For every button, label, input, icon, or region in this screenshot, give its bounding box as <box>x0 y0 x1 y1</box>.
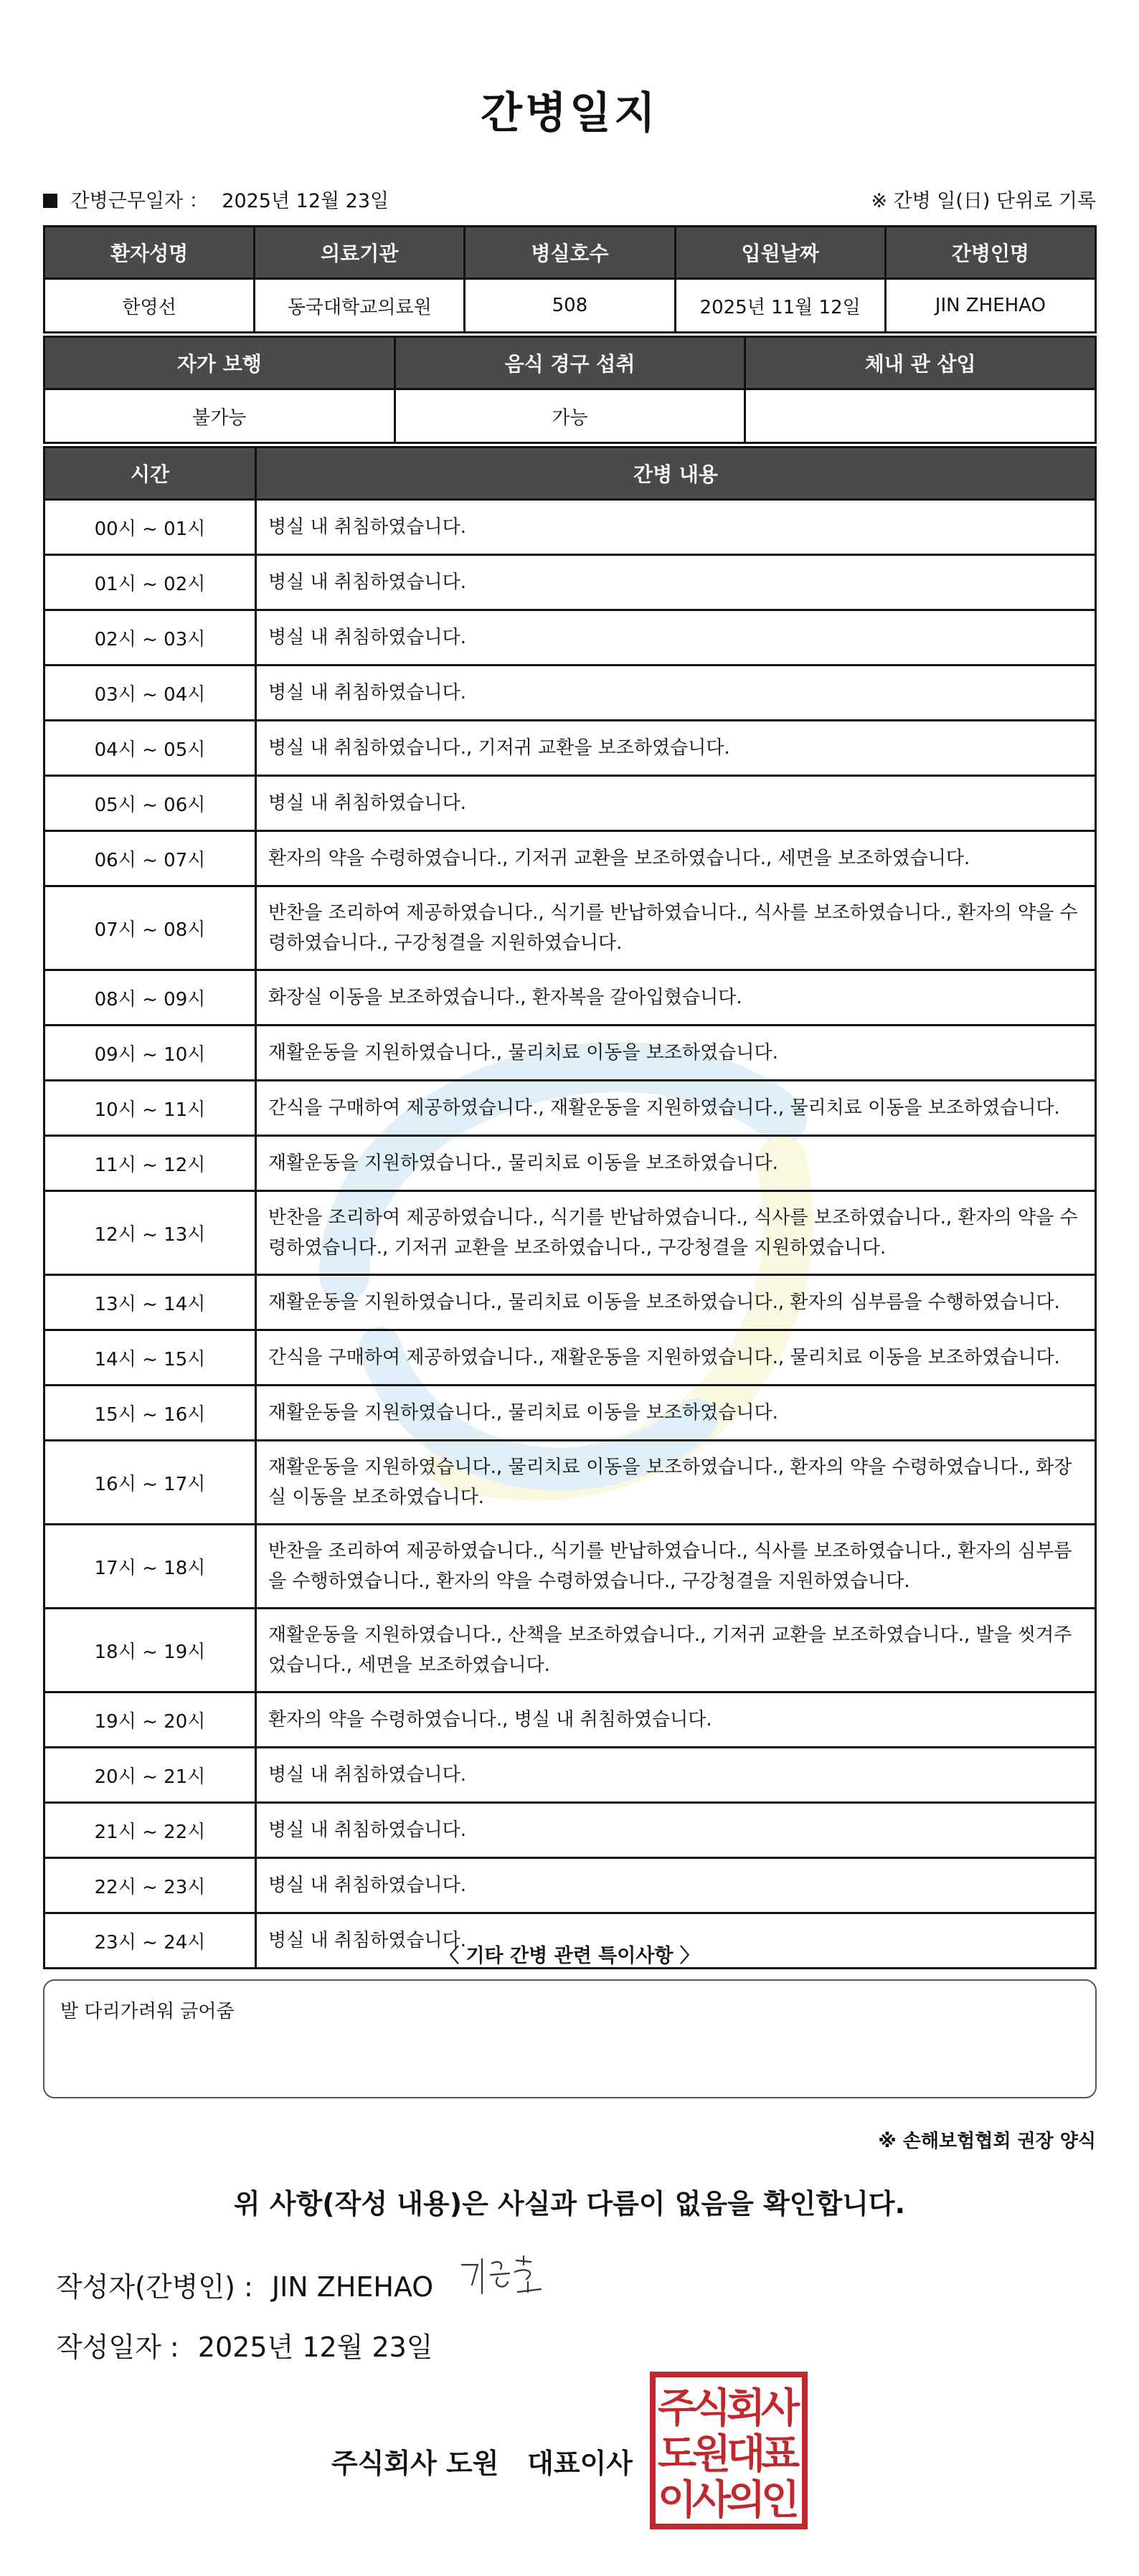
care-log-row <box>44 1525 1096 1609</box>
care-time-cell: 06시 ~ 07시 <box>44 831 256 886</box>
confirmation-statement: 위 사항(작성 내용)은 사실과 다름이 없음을 확인합니다. <box>233 2188 906 2220</box>
company-name: 주식회사 도원 대표이사 <box>331 2448 633 2479</box>
care-log-row <box>44 666 1096 721</box>
care-time-cell: 18시 ~ 19시 <box>44 1609 256 1692</box>
author-label: 작성자(간병인) : <box>56 2271 253 2303</box>
care-content-cell: 병실 내 취침하였습니다. <box>256 1748 1096 1803</box>
care-time-cell: 10시 ~ 11시 <box>44 1081 256 1136</box>
svg-text:도: 도 <box>657 2431 697 2478</box>
care-content-cell: 병실 내 취침하였습니다. <box>256 500 1096 555</box>
svg-text:대: 대 <box>726 2431 766 2478</box>
info-header: 입원날짜 <box>675 227 885 279</box>
form-footnote: ※ 손해보험협회 권장 양식 <box>878 2131 1096 2152</box>
care-time-cell: 16시 ~ 17시 <box>44 1441 256 1525</box>
care-content-cell: 병실 내 취침하였습니다. <box>256 1803 1096 1858</box>
care-time-cell: 11시 ~ 12시 <box>44 1136 256 1191</box>
author-line <box>56 2265 433 2304</box>
care-time-cell: 21시 ~ 22시 <box>44 1803 256 1858</box>
care-time-cell: 03시 ~ 04시 <box>44 666 256 721</box>
care-log-table <box>43 446 1097 1969</box>
oral-intake-value: 가능 <box>394 389 745 443</box>
care-time-cell: 20시 ~ 21시 <box>44 1748 256 1803</box>
care-log-row <box>44 555 1096 610</box>
svg-text:인: 인 <box>760 2477 800 2524</box>
care-content-cell: 병실 내 취침하였습니다. <box>256 666 1096 721</box>
care-time-cell: 08시 ~ 09시 <box>44 970 256 1026</box>
patient-status-table <box>43 336 1097 444</box>
care-content-cell: 재활운동을 지원하였습니다., 물리치료 이동을 보조하였습니다. <box>256 1386 1096 1441</box>
care-content-cell: 환자의 약을 수령하였습니다., 병실 내 취침하였습니다. <box>256 1692 1096 1748</box>
care-content-cell: 반찬을 조리하여 제공하였습니다., 식기를 반납하였습니다., 식사를 보조하였습니다., 환자의 약을 수령하였습니다., 구강청결을 지원하였습니다. <box>256 886 1096 970</box>
work-date-label: 간병근무일자 ： <box>70 190 209 212</box>
care-content-cell: 재활운동을 지원하였습니다., 물리치료 이동을 보조하였습니다., 환자의 심부름을 수행하였습니다. <box>256 1275 1096 1330</box>
svg-text:식: 식 <box>691 2385 732 2432</box>
care-time-cell: 14시 ~ 15시 <box>44 1330 256 1386</box>
unit-note: ※ 간병 일(日) 단위로 기록 <box>871 190 1096 212</box>
author-name: JIN ZHEHAO <box>271 2271 434 2303</box>
care-time-cell: 05시 ~ 06시 <box>44 776 256 831</box>
care-time-cell: 01시 ~ 02시 <box>44 555 256 610</box>
care-content-cell: 병실 내 취침하였습니다., 기저귀 교환을 보조하였습니다. <box>256 721 1096 776</box>
status-header: 체내 관 삽입 <box>745 337 1096 389</box>
notes-box <box>43 1979 1097 2098</box>
patient-name: 한영선 <box>44 279 255 333</box>
care-content-cell: 병실 내 취침하였습니다. <box>256 776 1096 831</box>
care-log-row <box>44 1026 1096 1081</box>
info-header: 의료기관 <box>255 227 465 279</box>
care-time-cell: 22시 ~ 23시 <box>44 1858 256 1913</box>
write-date-line <box>56 2325 433 2364</box>
care-log-row <box>44 1858 1096 1913</box>
svg-text:사: 사 <box>691 2477 732 2524</box>
care-content-cell: 간식을 구매하여 제공하였습니다., 재활운동을 지원하였습니다., 물리치료 이동을 보조하였습니다. <box>256 1081 1096 1136</box>
care-time-cell: 15시 ~ 16시 <box>44 1386 256 1441</box>
care-time-cell: 04시 ~ 05시 <box>44 721 256 776</box>
care-content-cell: 화장실 이동을 보조하였습니다., 환자복을 갈아입혔습니다. <box>256 970 1096 1026</box>
care-content-cell: 병실 내 취침하였습니다. <box>256 1913 1096 1969</box>
svg-text:사: 사 <box>760 2385 800 2432</box>
care-log-row <box>44 1330 1096 1386</box>
square-bullet-icon <box>43 194 57 208</box>
care-time-cell: 23시 ~ 24시 <box>44 1913 256 1969</box>
care-content-cell: 병실 내 취침하였습니다. <box>256 610 1096 666</box>
content-header: 간병 내용 <box>256 448 1096 500</box>
care-content-cell: 재활운동을 지원하였습니다., 물리치료 이동을 보조하였습니다. <box>256 1026 1096 1081</box>
patient-info-table <box>43 225 1097 333</box>
svg-text:의: 의 <box>726 2477 766 2524</box>
company-seal-stamp <box>648 2370 809 2531</box>
info-header: 간병인명 <box>885 227 1095 279</box>
care-log-row <box>44 1081 1096 1136</box>
care-log-row <box>44 1609 1096 1692</box>
care-time-cell: 19시 ~ 20시 <box>44 1692 256 1748</box>
care-log-row <box>44 776 1096 831</box>
svg-text:주: 주 <box>657 2385 697 2432</box>
care-content-cell: 환자의 약을 수령하였습니다., 기저귀 교환을 보조하였습니다., 세면을 보조하였습니다. <box>256 831 1096 886</box>
care-time-cell: 09시 ~ 10시 <box>44 1026 256 1081</box>
care-content-cell: 재활운동을 지원하였습니다., 물리치료 이동을 보조하였습니다., 환자의 약을 수령하였습니다., 화장실 이동을 보조하였습니다. <box>256 1441 1096 1525</box>
care-log-row <box>44 610 1096 666</box>
status-header: 음식 경구 섭취 <box>394 337 745 389</box>
care-time-cell: 00시 ~ 01시 <box>44 500 256 555</box>
care-log-row <box>44 1803 1096 1858</box>
info-header: 환자성명 <box>44 227 255 279</box>
svg-text:회: 회 <box>726 2385 766 2432</box>
care-time-cell: 17시 ~ 18시 <box>44 1525 256 1609</box>
care-log-row <box>44 1748 1096 1803</box>
svg-text:이: 이 <box>657 2477 697 2524</box>
care-log-row <box>44 831 1096 886</box>
write-date-value: 2025년 12월 23일 <box>197 2331 433 2363</box>
care-time-cell: 07시 ~ 08시 <box>44 886 256 970</box>
page-title: 간병일지 <box>481 88 658 138</box>
admission-date: 2025년 11월 12일 <box>675 279 885 333</box>
work-date-value: 2025년 12월 23일 <box>222 190 389 212</box>
tube-insertion-value <box>745 389 1096 443</box>
care-log-row <box>44 970 1096 1026</box>
care-time-cell: 13시 ~ 14시 <box>44 1275 256 1330</box>
care-log-row <box>44 1136 1096 1191</box>
medical-institution: 동국대학교의료원 <box>255 279 465 333</box>
work-date-line <box>43 185 389 213</box>
care-content-cell: 병실 내 취침하였습니다. <box>256 1858 1096 1913</box>
care-time-cell: 02시 ~ 03시 <box>44 610 256 666</box>
room-number: 508 <box>465 279 675 333</box>
care-time-cell: 12시 ~ 13시 <box>44 1191 256 1275</box>
status-header: 자가 보행 <box>44 337 395 389</box>
care-content-cell: 간식을 구매하여 제공하였습니다., 재활운동을 지원하였습니다., 물리치료 이동을 보조하였습니다. <box>256 1330 1096 1386</box>
svg-text:표: 표 <box>760 2431 800 2478</box>
care-content-cell: 재활운동을 지원하였습니다., 물리치료 이동을 보조하였습니다. <box>256 1136 1096 1191</box>
care-content-cell: 병실 내 취침하였습니다. <box>256 555 1096 610</box>
care-log-row <box>44 1191 1096 1275</box>
care-log-row <box>44 721 1096 776</box>
notes-title: 〈 기타 간병 관련 특이사항 〉 <box>440 1945 699 1967</box>
care-content-cell: 반찬을 조리하여 제공하였습니다., 식기를 반납하였습니다., 식사를 보조하였습니다., 환자의 약을 수령하였습니다., 기저귀 교환을 보조하였습니다., 구강청결을 지원하였습니다. <box>256 1191 1096 1275</box>
care-content-cell: 재활운동을 지원하였습니다., 산책을 보조하였습니다., 기저귀 교환을 보조하였습니다., 발을 씻겨주었습니다., 세면을 보조하였습니다. <box>256 1609 1096 1692</box>
care-log-row <box>44 1275 1096 1330</box>
notes-content: 발 다리가려워 긁어줌 <box>60 2001 235 2022</box>
time-header: 시간 <box>44 448 256 500</box>
care-log-row <box>44 886 1096 970</box>
care-content-cell: 반찬을 조리하여 제공하였습니다., 식기를 반납하였습니다., 식사를 보조하였습니다., 환자의 심부름을 수행하였습니다., 환자의 약을 수령하였습니다., 구강청결을 지원하였습니다. <box>256 1525 1096 1609</box>
svg-text:원: 원 <box>691 2431 732 2478</box>
write-date-label: 작성일자 : <box>56 2331 179 2363</box>
info-header: 병실호수 <box>465 227 675 279</box>
care-log-row <box>44 1441 1096 1525</box>
self-walking-value: 불가능 <box>44 389 395 443</box>
care-log-row <box>44 1386 1096 1441</box>
signature-image <box>456 2250 549 2308</box>
care-log-row <box>44 1692 1096 1748</box>
caregiver-name: JIN ZHEHAO <box>885 279 1095 333</box>
care-log-row <box>44 500 1096 555</box>
